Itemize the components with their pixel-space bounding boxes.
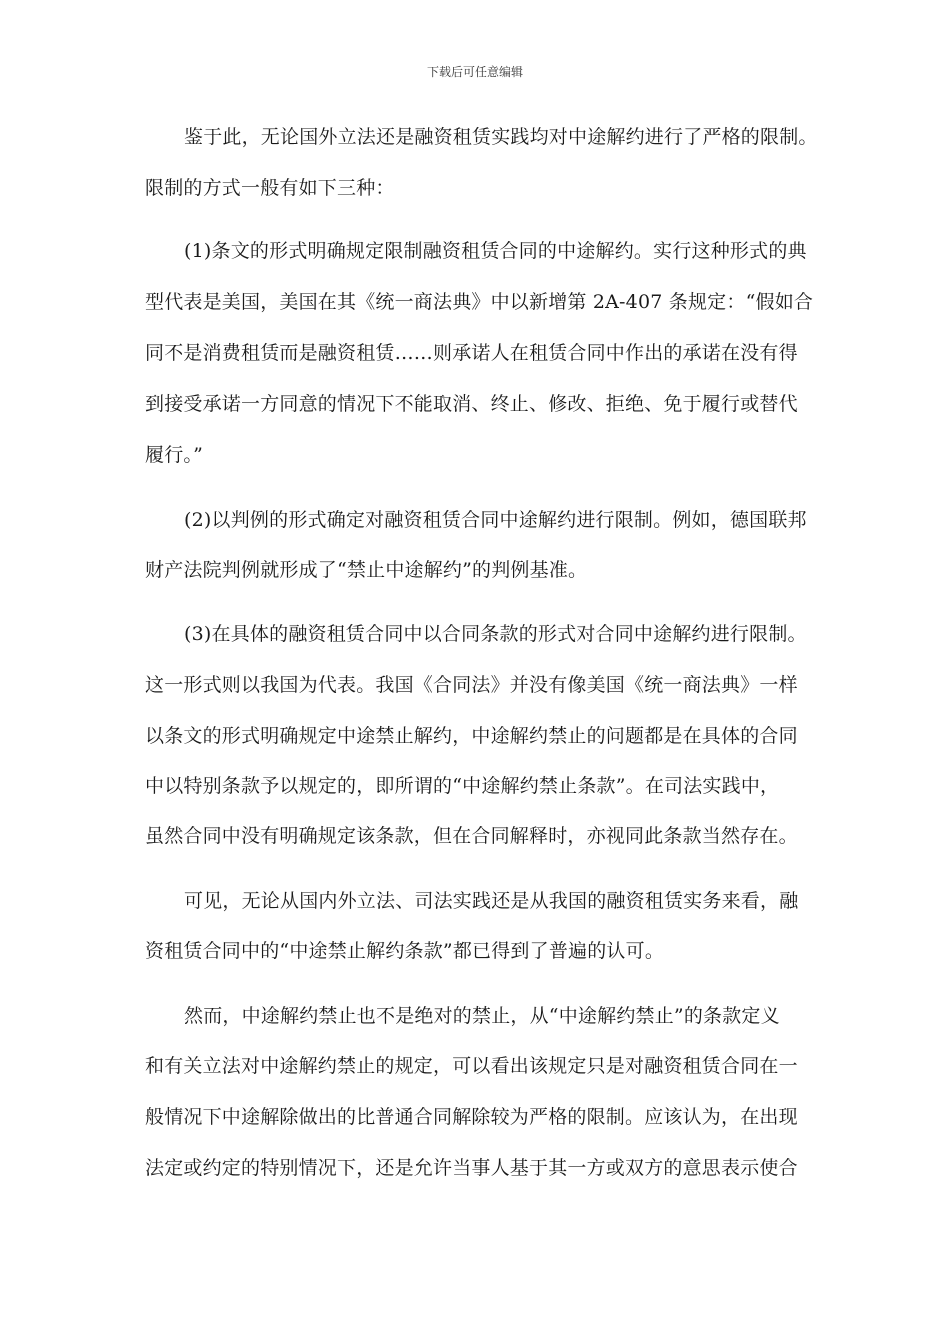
text-line: 法定或约定的特别情况下，还是允许当事人基于其一方或双方的意思表示使合 <box>145 1157 798 1179</box>
text-line: 鉴于此，无论国外立法还是融资租赁实践均对中途解约进行了严格的限制。 <box>184 126 818 148</box>
text-line: 到接受承诺一方同意的情况下不能取消、终止、修改、拒绝、免于履行或替代 <box>145 393 798 415</box>
text-line: 资租赁合同中的“中途禁止解约条款”都已得到了普遍的认可。 <box>145 940 665 962</box>
text-line: 般情况下中途解除做出的比普通合同解除较为严格的限制。应该认为，在出现 <box>145 1106 798 1128</box>
text-line: 这一形式则以我国为代表。我国《合同法》并没有像美国《统一商法典》一样 <box>145 674 798 696</box>
text-line: 限制的方式一般有如下三种： <box>145 177 395 199</box>
text-line: (3)在具体的融资租赁合同中以合同条款的形式对合同中途解约进行限制。 <box>184 623 807 645</box>
text-line: 可见，无论从国内外立法、司法实践还是从我国的融资租赁实务来看，融 <box>184 890 799 912</box>
text-line: 型代表是美国，美国在其《统一商法典》中以新增第 2A-407 条规定：“假如合 <box>145 291 814 313</box>
text-line: 同不是消费租赁而是融资租赁……则承诺人在租赁合同中作出的承诺在没有得 <box>145 342 798 364</box>
text-line: 履行。” <box>145 444 204 466</box>
text-line: 然而，中途解约禁止也不是绝对的禁止，从“中途解约禁止”的条款定义 <box>184 1005 780 1027</box>
text-line: (2)以判例的形式确定对融资租赁合同中途解约进行限制。例如，德国联邦 <box>184 509 807 531</box>
text-line: 以条文的形式明确规定中途禁止解约，中途解约禁止的问题都是在具体的合同 <box>145 725 798 747</box>
text-line: 财产法院判例就形成了“禁止中途解约”的判例基准。 <box>145 559 588 581</box>
text-line: 虽然合同中没有明确规定该条款，但在合同解释时，亦视同此条款当然存在。 <box>145 825 798 847</box>
text-line: 中以特别条款予以规定的，即所谓的“中途解约禁止条款”。在司法实践中， <box>145 775 780 797</box>
header-note: 下载后可任意编辑 <box>426 65 523 79</box>
text-line: 和有关立法对中途解约禁止的规定，可以看出该规定只是对融资租赁合同在一 <box>145 1055 798 1077</box>
text-line: (1)条文的形式明确规定限制融资租赁合同的中途解约。实行这种形式的典 <box>184 240 807 262</box>
